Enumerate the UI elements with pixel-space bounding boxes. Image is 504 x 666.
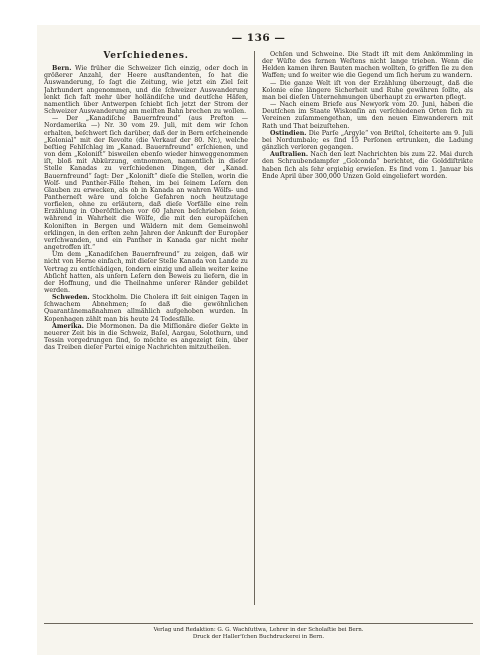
article-text: Ochſen und Schweine. Die Stadt iſt mit dem Ankömmling in der Wüſte des fernen Weſtens nicht lange trieben. Wenn die Helden kamen ihren Bauten machen wollten, ſo griffen ſie zu den Waffen; und ſo weiter wie die Gegend um ſich herum zu wandern. (262, 51, 473, 80)
column-divider (254, 51, 255, 605)
article-paragraph (262, 80, 473, 101)
newspaper-page (37, 25, 480, 655)
right-column (262, 51, 473, 607)
article-paragraph (262, 130, 473, 151)
article-text: Stockholm. Die Cholera iſt ſeit einigen Tagen in ſchwachem Abnehmen; ſo daß die gewöhnlichen Quarantänemaßnahmen allmählich aufgehoben wurden. In Kopenhagen zählt man bis heute 24 Todesfälle. (44, 294, 248, 323)
article-text: Um dem „Kanadiſchen Bauernfreund“ zu zeigen, daß wir nicht von Herne einfach, mit dieſer Stelle Kanada von Lande zu Vertrag zu entſchädigen, ſondern einzig und allein weiter keine Abſicht hatten, als unſern Leſern den Beweis zu liefern, die in der Hoffnung, und die Theilnahme unſerer Ränder gebildet werden. (44, 251, 248, 294)
article-text: — Die ganze Welt iſt von der Erzählung überzeugt, daß die Kolonie eine längere Sicherheit und Ruhe gewähren ſollte, als man bei dieſen Unternehmungen überhaupt zu erwarten pflegt. (262, 79, 473, 101)
article-paragraph (262, 101, 473, 130)
article-paragraph (44, 323, 248, 352)
article-lead: Bern. (52, 65, 72, 73)
section-title: Verſchiedenes. (103, 51, 189, 61)
article-paragraph (44, 115, 248, 251)
article-lead: Auſtralien. (270, 151, 309, 159)
article-text: Die Mormonen. Da die Miſſionäre dieſer Gekte in neuerer Zeit bis in die Schweiz, Baſel, Aargau, Solothurn, und Tessin vorgedrungen ſind, ſo möchte es angezeigt ſein, über das Treiben dieſer Partei einige Nachrichten mitzutheilen. (44, 322, 248, 352)
article-lead: Ostindien. (270, 129, 307, 137)
article-paragraph (44, 294, 248, 323)
page-number: — 136 — (231, 32, 286, 44)
article-lead: Amerika. (52, 322, 84, 330)
article-paragraph (262, 51, 473, 80)
article-text: — Nach einem Briefe aus Newyork vom 20. Juni, haben die Deutſchen im Staate Wiskonſin an verſchiedenen Orten ſich zu Vereinen zuſammengethan, um den neuen Einwanderern mit Rath und That beizuſtehen. (262, 101, 473, 130)
printer-line: Druck der Haller'ſchen Buchdruckerei in Bern. (192, 634, 325, 640)
article-text: Wie früher die Schweizer ſich einzig, oder doch in größerer Anzahl, der Heere ausſtandenten, ſo hat die Auswanderung, ſo ſagt die Zeitung, wie jetzt ein Ziel ſeit Jahrhundert angenommen, und die ſchweizer Auswanderung lenkt ſich faſt mehr über holländiſche und deutſche Häfen, namentlich über Antwerpen ſchiebt ſich jetzt der Strom der Schweizer Auswanderung am meiſten Bahn brechen zu wollen. (44, 65, 248, 116)
article-text: Nach den lezt Nachrichten bis zum 22. Mai durch den Schraubendampfer „Golconda“ berichtet, die Golddiſtrikte haben ſich als ſehr ergiebig erwieſen. Es ſind vom 1. Januar bis Ende April über 300,000 Unzen Gold eingeliefert worden. (262, 151, 473, 180)
publisher-footer (44, 623, 473, 641)
publisher-line: Verlag und Redaktion: G. G. Wachſuttwa, Lehrer in der Scholaſtie bei Bern. (153, 627, 364, 633)
article-text: — Der „Kanadiſche Bauernfreund“ (aus Preſton — Nordamerika —) Nr. 30 vom 29. Juli, mit dem wir ſchon erhalten, beſchwert ſich darüber, daß der in Bern erſcheinende „Kolonial“ mit der Revolte (die Verkauf der 80. Nr.), welche beſtieg Fehlſchlag im „Kanad. Bauernfreund“ erſchienen, und von dem „Koloniſt“ bisweilen ebenſo wieder hinweggenommen iſt, bloß mit Abkürzung, entnommen, namentlich in dieſer Stelle Kanadas zu verſchiedenen Dingen, der „Kanad. Bauernfreund“ ſagt: Der „Koloniſt“ dieſe die Stellen, worin die Wolf- und Panther-Fälle ſtehen, im bei ſeinem Leſern den Glauben zu erwecken, als ob in Kanada an wahren Wölfs- und Pantherneſt wäre und ſolche Gefahren noch heutzutage vorfielen, ohne zu erläutern, daß dieſe Vorfälle eine rein Erzählung in Oberöſtlichen vor 60 Jahren beſchrieben ſeien, während in Wahrheit die Wölfe, die mit den europäiſchen Koloniſten in Bergen und Wäldern mit dem Gemeinwohl erklingen, in den erſten zehn Jahren der Ankunft der Europäer verſchwanden, und ein Panther in Kanada gar nicht mehr angetroffen iſt.“ (44, 115, 248, 252)
article-paragraph (262, 151, 473, 180)
article-paragraph (44, 251, 248, 294)
article-text: Die Parſe „Argyle“ von Briſtol, ſcheiterte am 9. Juli bei Nordumbalo; es ſind 15 Perſonen ertrunken, die Ladung gänzlich verloren gegangen. (262, 129, 473, 152)
article-paragraph (44, 65, 248, 115)
left-column (44, 51, 248, 607)
article-lead: Schweden. (52, 294, 90, 302)
